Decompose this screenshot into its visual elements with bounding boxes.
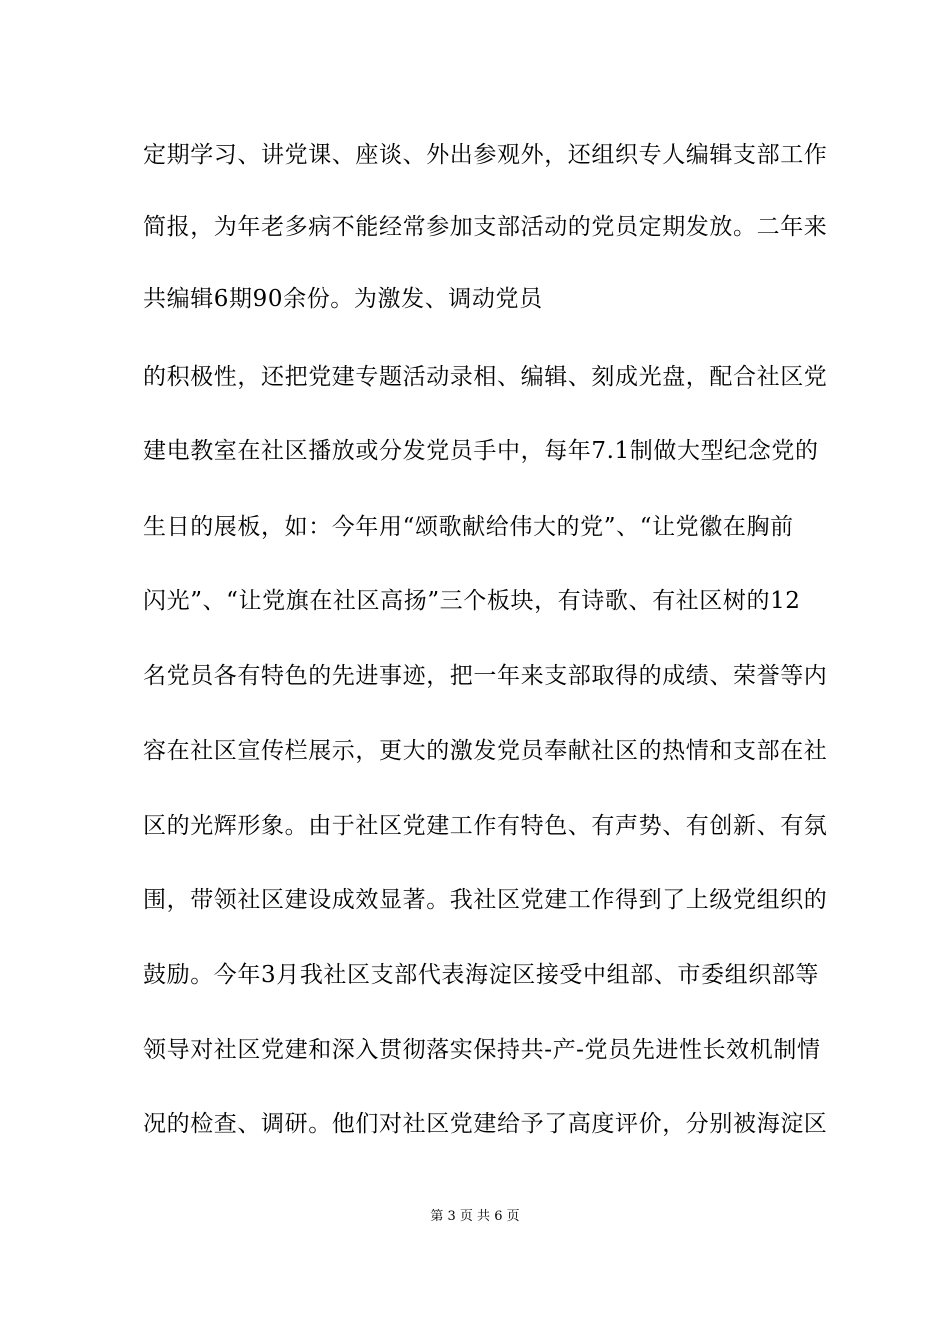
text-line: 容在社区宣传栏展示，更大的激发党员奉献社区的热情和支部在社 [143,738,828,764]
text-line: 简报，为年老多病不能经常参加支部活动的党员定期发放。二年来 [143,214,828,240]
text-line: 的积极性，还把党建专题活动录相、编辑、刻成光盘，配合社区党 [143,364,828,390]
text-line: 区的光辉形象。由于社区党建工作有特色、有声势、有创新、有氛 [143,813,828,839]
text-line: 围，带领社区建设成效显著。我社区党建工作得到了上级党组织的 [143,887,828,913]
page-number: 第 3 页 共 6 页 [430,1209,520,1224]
text-line: 况的检查、调研。他们对社区党建给予了高度评价，分别被海淀区 [143,1111,828,1137]
text-line: 生日的展板，如：今年用“颂歌献给伟大的党”、“让党徽在胸前 [143,514,794,540]
text-line: 共编辑6期90余份。为激发、调动党员 [143,286,543,312]
text-line: 闪光”、“让党旗在社区高扬”三个板块，有诗歌、有社区树的12 [143,588,801,614]
text-line: 鼓励。今年3月我社区支部代表海淀区接受中组部、市委组织部等 [143,962,820,988]
text-line: 建电教室在社区播放或分发党员手中，每年7.1制做大型纪念党的 [143,438,819,464]
text-line: 领导对社区党建和深入贯彻落实保持共-产-党员先进性长效机制情 [143,1037,821,1063]
text-line: 定期学习、讲党课、座谈、外出参观外，还组织专人编辑支部工作 [143,142,828,168]
text-line: 名党员各有特色的先进事迹，把一年来支部取得的成绩、荣誉等内 [143,663,828,689]
